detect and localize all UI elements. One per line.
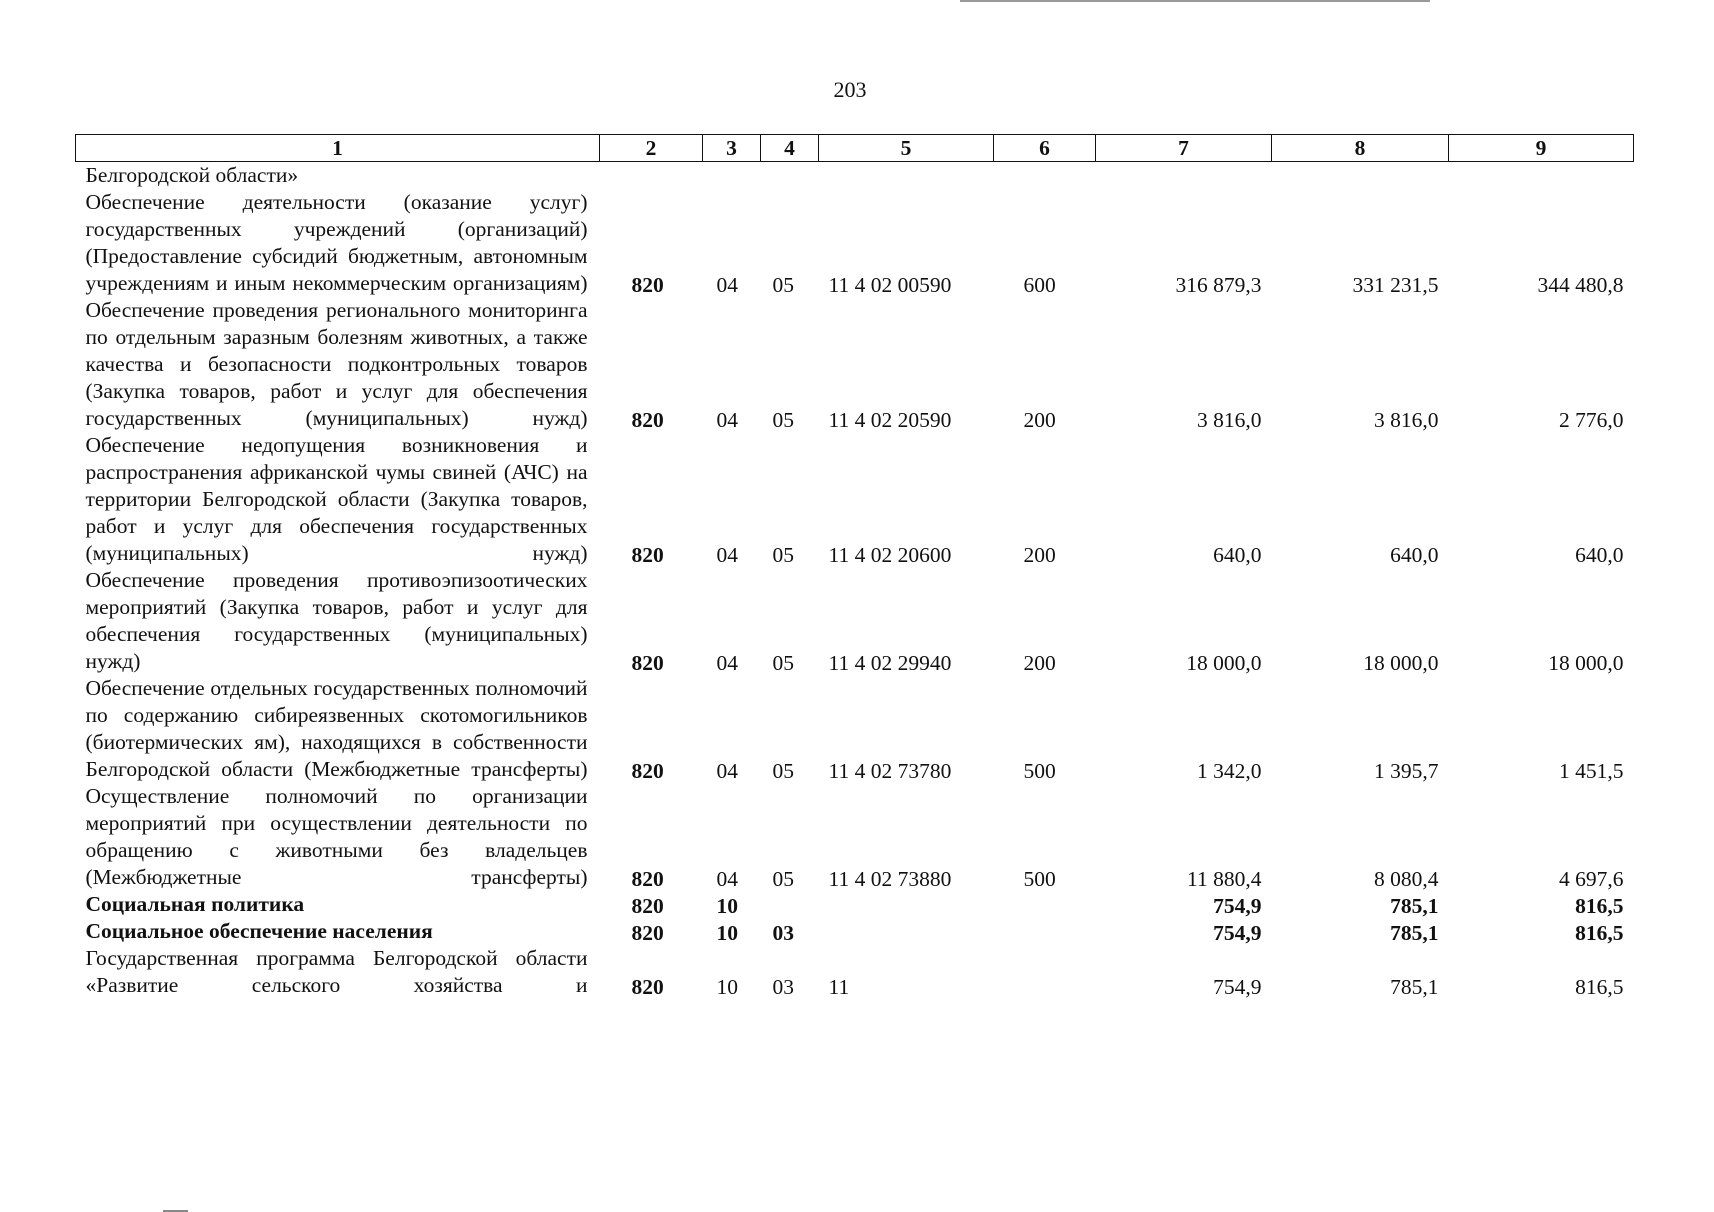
row-amount-3: 640,0 (1575, 543, 1624, 567)
row-amount-1: 640,0 (1213, 543, 1262, 567)
row-name: Осуществление полномочий по организации мероприятий при осуществлении деятельности по обращению с животными без владельцев (Межбюджетные трансферты) (85, 784, 588, 889)
row-code-csr: 11 4 02 73880 (828, 867, 952, 891)
row-code-gr: 820 (631, 759, 664, 783)
table-row (76, 675, 1634, 783)
table-row (76, 297, 1634, 432)
row-code-pr (761, 164, 819, 192)
row-code-pr: 05 (772, 759, 794, 783)
row-amount-1: 3 816,0 (1197, 408, 1262, 432)
row-amount-1: 1 342,0 (1197, 759, 1262, 783)
table-body (76, 162, 1634, 1000)
budget-table (75, 134, 1634, 999)
row-code-rz (703, 164, 761, 192)
row-code-pr: 03 (772, 975, 794, 999)
header-col-3: 3 (703, 135, 761, 162)
row-code-gr: 820 (631, 651, 664, 675)
row-code-pr: 05 (772, 273, 794, 297)
row-code-rz: 04 (716, 408, 738, 432)
header-col-9: 9 (1449, 135, 1634, 162)
row-code-vr: 200 (1023, 651, 1056, 675)
row-amount-2 (1272, 164, 1449, 192)
row-code-csr: 11 4 02 20600 (828, 543, 952, 567)
row-code-vr (994, 893, 1096, 920)
row-code-csr: 11 4 02 20590 (828, 408, 952, 432)
row-amount-1: 11 880,4 (1187, 867, 1262, 891)
row-amount-2: 331 231,5 (1352, 273, 1439, 297)
row-code-rz: 04 (716, 759, 738, 783)
table-row (76, 918, 1634, 945)
row-amount-2: 640,0 (1390, 543, 1439, 567)
row-amount-2: 3 816,0 (1374, 408, 1439, 432)
row-amount-1: 754,9 (1213, 975, 1262, 999)
row-code-gr: 820 (631, 543, 664, 567)
row-amount-1: 18 000,0 (1186, 651, 1262, 675)
row-code-gr: 820 (631, 894, 664, 918)
table-row (76, 567, 1634, 675)
row-code-gr (600, 164, 703, 192)
row-name: Обеспечение проведения регионального мониторинга по отдельным заразным болезням животных, а также качества и безопасности подконтрольных товаров (Закупка товаров, работ и услуг для обеспечения государственных (муниципальных) нужд) (85, 298, 588, 430)
row-code-rz: 10 (716, 921, 738, 945)
row-amount-2: 1 395,7 (1374, 759, 1439, 783)
row-code-csr: 11 4 02 00590 (828, 273, 952, 297)
page-number: 203 (833, 77, 867, 102)
header-col-4: 4 (761, 135, 819, 162)
row-amount-1 (1096, 164, 1272, 192)
header-col-5: 5 (819, 135, 994, 162)
row-amount-3: 4 697,6 (1559, 867, 1624, 891)
row-code-csr (819, 920, 994, 947)
top-edge-line (960, 0, 1430, 2)
table-row (76, 162, 1634, 190)
row-code-pr (761, 893, 819, 920)
row-code-gr: 820 (631, 921, 664, 945)
row-amount-2: 785,1 (1390, 975, 1439, 999)
row-code-csr (819, 893, 994, 920)
row-code-vr: 500 (1023, 867, 1056, 891)
row-code-rz: 04 (716, 867, 738, 891)
row-code-rz: 10 (716, 894, 738, 918)
row-amount-3 (1449, 164, 1634, 192)
row-amount-3: 816,5 (1575, 975, 1624, 999)
row-amount-1: 316 879,3 (1175, 273, 1262, 297)
row-code-vr: 500 (1023, 759, 1056, 783)
table-row (76, 945, 1634, 999)
table-row (76, 783, 1634, 891)
row-code-gr: 820 (631, 867, 664, 891)
row-code-rz: 04 (716, 273, 738, 297)
table-header (76, 135, 1634, 162)
row-code-csr: 11 4 02 29940 (828, 651, 952, 675)
row-amount-1: 754,9 (1213, 894, 1262, 918)
row-code-vr (994, 920, 1096, 947)
row-name: Обеспечение проведения противоэпизоотических мероприятий (Закупка товаров, работ и услуг для обеспечения государственных (муниципальных) нужд) (85, 568, 588, 673)
row-amount-1: 754,9 (1213, 921, 1262, 945)
row-name: Государственная программа Белгородской области «Развитие сельского хозяйства и (85, 946, 588, 997)
row-code-csr: 11 4 02 73780 (828, 759, 952, 783)
row-code-gr: 820 (631, 273, 664, 297)
row-code-vr: 200 (1023, 543, 1056, 567)
table-row (76, 432, 1634, 567)
row-code-gr: 820 (631, 408, 664, 432)
row-code-vr (994, 164, 1096, 192)
header-col-6: 6 (994, 135, 1096, 162)
row-code-pr: 05 (772, 867, 794, 891)
table-row (76, 189, 1634, 297)
row-code-pr: 05 (772, 408, 794, 432)
row-code-csr (819, 164, 994, 192)
header-col-7: 7 (1096, 135, 1272, 162)
row-name: Обеспечение деятельности (оказание услуг) государственных учреждений (организаций) (Предоставление субсидий бюджетным, автономным учреждениям и иным некоммерческим организациям) (85, 190, 588, 295)
row-code-pr: 03 (772, 921, 794, 945)
row-name: Обеспечение недопущения возникновения и распространения африканской чумы свиней (АЧС) на территории Белгородской области (Закупка товаров, работ и услуг для обеспечения государственных (муниципальных) нужд) (85, 433, 588, 565)
row-code-pr: 05 (772, 651, 794, 675)
row-name: Белгородской области» (85, 163, 299, 187)
row-code-vr: 200 (1023, 408, 1056, 432)
header-col-2: 2 (600, 135, 703, 162)
row-amount-2: 18 000,0 (1363, 651, 1439, 675)
header-col-1: 1 (76, 135, 600, 162)
row-name: Социальное обеспечение населения (85, 919, 433, 943)
row-name: Социальная политика (85, 892, 305, 916)
table-row (76, 891, 1634, 918)
row-amount-3: 18 000,0 (1548, 651, 1624, 675)
row-amount-3: 2 776,0 (1559, 408, 1624, 432)
row-amount-3: 1 451,5 (1559, 759, 1624, 783)
row-code-gr: 820 (631, 975, 664, 999)
row-amount-3: 816,5 (1575, 894, 1624, 918)
row-amount-2: 785,1 (1390, 894, 1439, 918)
row-code-rz: 04 (716, 651, 738, 675)
row-amount-2: 785,1 (1390, 921, 1439, 945)
header-row (76, 135, 1634, 162)
row-name: Обеспечение отдельных государственных полномочий по содержанию сибиреязвенных скотомогильников (биотермических ям), находящихся в собственности Белгородской области (Межбюджетные трансферты) (85, 676, 588, 781)
row-amount-2: 8 080,4 (1374, 867, 1439, 891)
row-amount-3: 816,5 (1575, 921, 1624, 945)
row-code-csr: 11 (828, 975, 850, 999)
header-col-8: 8 (1272, 135, 1449, 162)
row-code-rz: 10 (716, 975, 738, 999)
row-code-vr: 600 (1023, 273, 1056, 297)
row-code-rz: 04 (716, 543, 738, 567)
row-code-vr (994, 947, 1096, 1001)
row-code-pr: 05 (772, 543, 794, 567)
row-amount-3: 344 480,8 (1537, 273, 1624, 297)
